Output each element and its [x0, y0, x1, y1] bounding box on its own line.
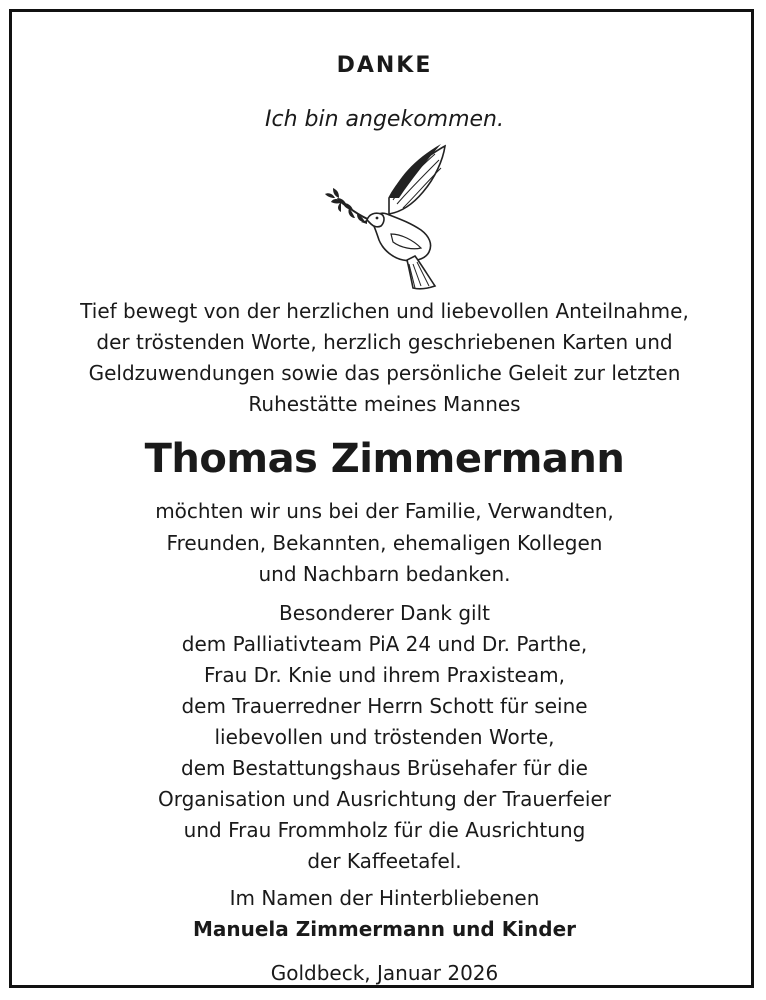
- special-thanks-line: Organisation und Ausrichtung der Trauerfeier: [158, 787, 611, 811]
- dove-with-olive-branch-icon: [317, 140, 447, 300]
- obituary-card: [9, 9, 754, 988]
- thanks-line: Freunden, Bekannten, ehemaligen Kollegen: [166, 531, 603, 555]
- thanks-line: und Nachbarn bedanken.: [258, 562, 511, 586]
- signature-intro: Im Namen der Hinterbliebenen: [229, 886, 540, 910]
- intro-line: Tief bewegt von der herzlichen und liebevollen Anteilnahme,: [80, 299, 689, 323]
- special-thanks-line: liebevollen und tröstenden Worte,: [214, 725, 555, 749]
- deceased-name: Thomas Zimmermann: [144, 436, 625, 482]
- special-thanks-line: Besonderer Dank gilt: [279, 601, 490, 625]
- heading: DANKE: [336, 53, 433, 78]
- special-thanks-line: und Frau Frommholz für die Ausrichtung: [183, 818, 586, 842]
- intro-line: Ruhestätte meines Mannes: [248, 392, 521, 416]
- special-thanks-line: Frau Dr. Knie und ihrem Praxisteam,: [204, 663, 565, 687]
- motto: Ich bin angekommen.: [265, 107, 504, 132]
- intro-line: der tröstenden Worte, herzlich geschriebenen Karten und: [96, 330, 673, 354]
- place-date: Goldbeck, Januar 2026: [270, 961, 499, 985]
- special-thanks-line: dem Palliativteam PiA 24 und Dr. Parthe,: [181, 632, 588, 656]
- thanks-line: möchten wir uns bei der Familie, Verwandten,: [155, 499, 614, 523]
- special-thanks-line: der Kaffeetafel.: [307, 849, 462, 873]
- special-thanks-line: dem Trauerredner Herrn Schott für seine: [181, 694, 588, 718]
- signature-names: Manuela Zimmermann und Kinder: [192, 917, 577, 941]
- intro-line: Geldzuwendungen sowie das persönliche Geleit zur letzten: [88, 361, 681, 385]
- special-thanks-line: dem Bestattungshaus Brüsehafer für die: [181, 756, 588, 780]
